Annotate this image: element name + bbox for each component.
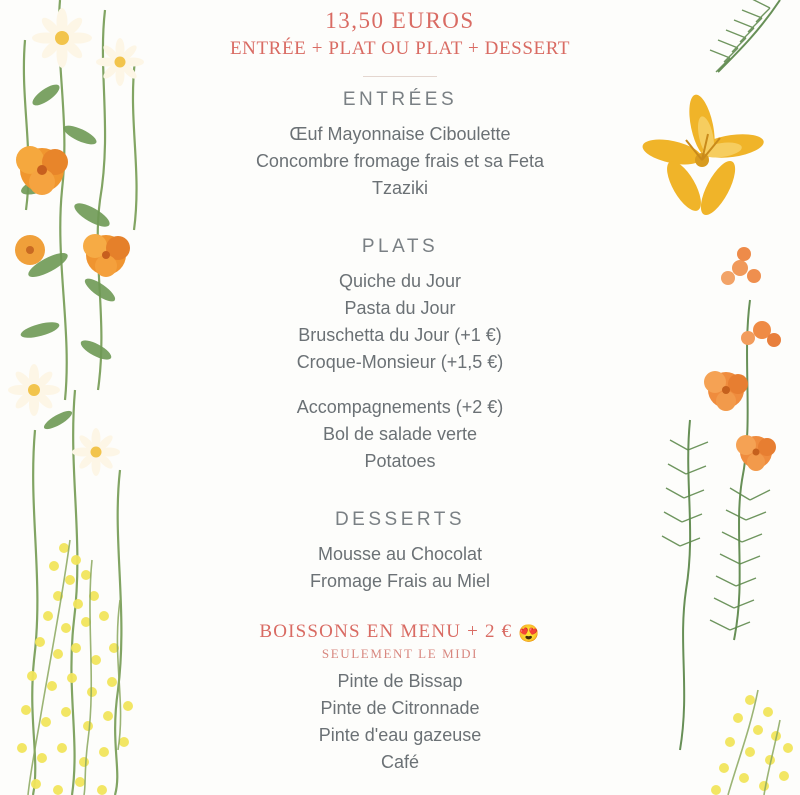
menu-item: Pasta du Jour [344,298,456,318]
menu-item: Pinte d'eau gazeuse [318,725,482,745]
section-title-entrees: ENTRÉES [342,89,458,110]
menu-item: Potatoes [364,451,436,471]
floral-border-right [630,0,800,795]
menu-item: Quiche du Jour [338,271,462,291]
divider [363,76,437,77]
menu-item: Café [380,752,420,772]
menu-item: Bol de salade verte [322,424,478,444]
menu-item: Mousse au Chocolat [317,544,483,564]
drinks-subtitle: SEULEMENT LE MIDI [321,646,479,661]
menu-item: Pinte de Citronnade [320,698,480,718]
menu-item: Accompagnements (+2 €) [296,397,504,417]
floral-border-left [0,0,170,795]
menu-item: Œuf Mayonnaise Ciboulette [289,124,511,144]
formula-heading: ENTRÉE + PLAT OU PLAT + DESSERT [229,38,571,59]
menu-item: Pinte de Bissap [337,671,463,691]
menu-item: Bruschetta du Jour (+1 €) [298,325,502,345]
heart-eyes-emoji-icon: 😍 [518,624,541,643]
menu-item: Croque-Monsieur (+1,5 €) [296,352,504,372]
menu-content [170,0,630,795]
price-heading: 13,50 EUROS [325,8,475,33]
spacer [170,376,630,394]
menu-item: Tzaziki [371,178,428,198]
menu-item: Fromage Frais au Miel [309,571,491,591]
drinks-heading-text: BOISSONS EN MENU + 2 € [259,621,513,642]
section-title-desserts: DESSERTS [334,509,466,530]
menu-item: Concombre fromage frais et sa Feta [255,151,545,171]
section-title-plats: PLATS [361,236,439,257]
drinks-heading [170,621,630,644]
